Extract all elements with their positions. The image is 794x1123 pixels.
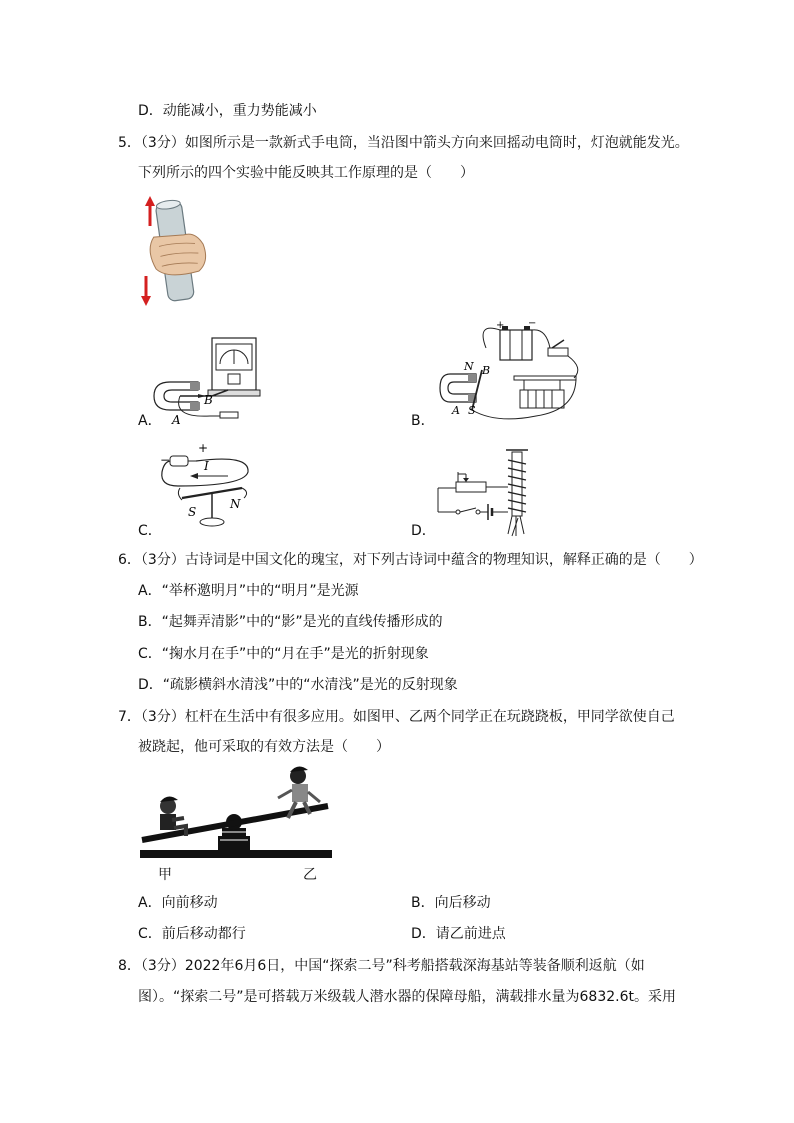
q5-figure-a [150,334,262,426]
figure-a-point-a: A [172,413,181,426]
figure-c-minus: − [160,453,171,467]
figure-b-point-b: B [482,364,491,377]
q5-figure-d [432,446,536,540]
q5-option-d-label: D． [411,523,436,539]
q7-option-d: D．请乙前进点 [411,926,506,942]
q7-option-c: C．前后移动都行 [138,926,246,942]
q5-option-b-label: B． [411,413,435,429]
q5-option-a-label: A． [138,413,162,429]
q4-option-d: D．动能减小，重力势能减小 [138,103,317,119]
seesaw-right-label: 乙 [303,867,317,883]
figure-c-north: N [230,497,241,511]
q6-option-b: B．“起舞弄清影”中的“影”是光的直线传播形成的 [138,614,443,630]
figure-c-plus: + [198,442,209,455]
q7-option-b: B．向后移动 [411,895,491,911]
q5-figure-b [436,318,584,430]
q6-option-a: A．“举杯邀明月”中的“明月”是光源 [138,583,359,599]
figure-b-point-a: A [452,404,460,417]
figure-b-south: S [468,404,476,417]
figure-c-south: S [188,505,197,519]
q6-option-c: C．“掬水月在手”中的“月在手”是光的折射现象 [138,646,429,662]
q7-stem-line1: 7．（3分）杠杆在生活中有很多应用。如图甲、乙两个同学正在玩跷跷板，甲同学欲使自己 [118,709,675,725]
figure-b-plus: + [496,320,505,331]
flashlight-figure [136,196,218,308]
q5-stem-line2: 下列所示的四个实验中能反映其工作原理的是（ ） [138,165,474,181]
figure-b-north: N [464,360,474,373]
figure-a-point-b: B [204,393,213,407]
q7-option-a: A．向前移动 [138,895,218,911]
q6-option-d: D．“疏影横斜水清浅”中的“水清浅”是光的反射现象 [138,677,458,693]
q6-stem: 6．（3分）古诗词是中国文化的瑰宝，对下列古诗词中蕴含的物理知识，解释正确的是（ ） [118,552,703,568]
figure-b-minus: − [528,318,537,329]
figure-c-current: I [204,459,209,473]
q8-stem-line2: 图）。“探索二号”是可搭载万米级载人潜水器的保障母船，满载排水量为6832.6t。采用 [138,989,676,1005]
q5-option-c-label: C． [138,523,162,539]
q5-stem-line1: 5．（3分）如图所示是一款新式手电筒，当沿图中箭头方向来回摇动电筒时，灯泡就能发光。 [118,135,689,151]
q5-figure-c [158,442,262,532]
q7-stem-line2: 被跷起，他可采取的有效方法是（ ） [138,739,390,755]
q8-stem-line1: 8．（3分）2022年6月6日，中国“探索二号”科考船搭载深海基站等装备顺利返航（如 [118,958,645,974]
seesaw-left-label: 甲 [158,867,172,883]
